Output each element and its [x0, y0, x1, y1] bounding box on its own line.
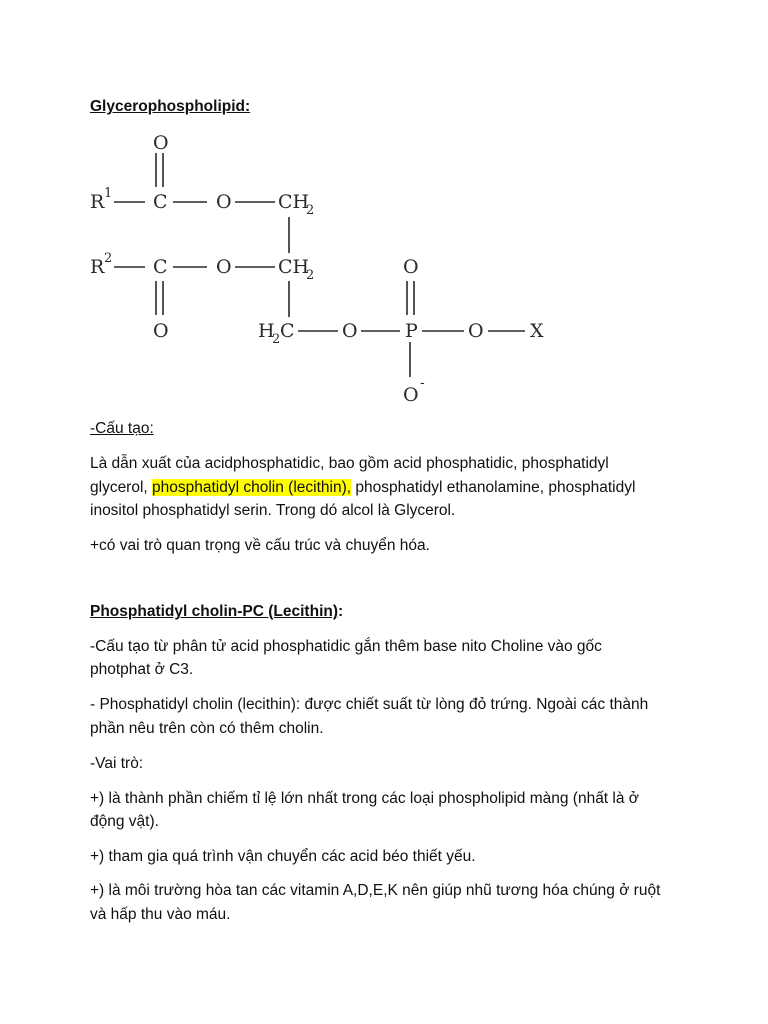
role-item-3-line-2: và hấp thu vào máu. [90, 906, 231, 923]
description-text: phosphatidyl ethanolamine, phosphatidyl [351, 479, 636, 496]
description-line-2 [90, 477, 635, 499]
description-line-1: Là dẫn xuất của acidphosphatidic, bao gồm acid phosphatidic, phosphatidyl [90, 455, 609, 472]
r1-superscript: 1 [104, 186, 113, 201]
atom-o3: O [342, 320, 358, 342]
paragraph-structure-line-1: -Cấu tạo từ phân tử acid phosphatidic gắn thêm base nito Choline vào gốc [90, 638, 602, 655]
description-text: glycerol, [90, 479, 153, 496]
subscript-2: 2 [306, 203, 315, 218]
atom-c1: C [153, 191, 168, 213]
role-item-2: +) tham gia quá trình vận chuyển các acid béo thiết yếu. [90, 848, 476, 865]
paragraph-source-line-1: - Phosphatidyl cholin (lecithin): được chiết suất từ lòng đỏ trứng. Ngoài các thành [90, 696, 649, 713]
atom-ch2-mid: CH [278, 256, 310, 278]
atom-o-bottom-c: O [153, 320, 169, 342]
role-line: +có vai trò quan trọng về cấu trúc và chuyển hóa. [90, 537, 430, 554]
paragraph-source-line-2: phần nêu trên còn có thêm cholin. [90, 720, 324, 737]
atom-r1: R [90, 191, 105, 213]
atom-c2: C [153, 256, 168, 278]
highlighted-lecithin: phosphatidyl cholin (lecithin), [152, 479, 352, 496]
section-title-colon: : [338, 603, 344, 620]
role-item-3-line-1: +) là môi trường hòa tan các vitamin A,D,E,K nên giúp nhũ tương hóa chúng ở ruột [90, 882, 661, 899]
atom-o-negative: O [403, 384, 419, 406]
atom-p: P [405, 320, 418, 342]
structure-label [90, 418, 154, 440]
role-item-1-line-1: +) là thành phần chiếm tỉ lệ lớn nhất trong các loại phospholipid màng (nhất là ở [90, 790, 639, 807]
r2-superscript: 2 [104, 251, 113, 266]
atom-o1: O [216, 191, 232, 213]
structure-label-text: -Cấu tạo: [90, 420, 154, 437]
atom-ch2-top: CH [278, 191, 310, 213]
section-title-phosphatidyl-cholin [90, 601, 343, 623]
atom-x: X [530, 320, 544, 342]
role-label: -Vai trò: [90, 755, 144, 772]
section-title-glycerophospholipid: Glycerophospholipid: [90, 98, 251, 115]
atom-o-p-top: O [403, 256, 419, 278]
glycerophospholipid-structure-diagram [80, 125, 560, 410]
paragraph-structure-line-2: photphat ở C3. [90, 661, 194, 678]
atom-c3: C [280, 320, 295, 342]
negative-charge: - [420, 375, 425, 391]
description-line-3: inositol phosphatidyl serin. Trong dó alcol là Glycerol. [90, 502, 456, 519]
atom-o2: O [216, 256, 232, 278]
role-item-1-line-2: động vật). [90, 813, 159, 830]
atom-o4: O [468, 320, 484, 342]
subscript-2: 2 [306, 268, 315, 283]
atom-r2: R [90, 256, 105, 278]
atom-h: H [258, 320, 275, 342]
subscript-2: 2 [272, 332, 281, 347]
atom-o-top: O [153, 132, 169, 154]
section-title-text: Phosphatidyl cholin-PC (Lecithin) [90, 603, 338, 620]
